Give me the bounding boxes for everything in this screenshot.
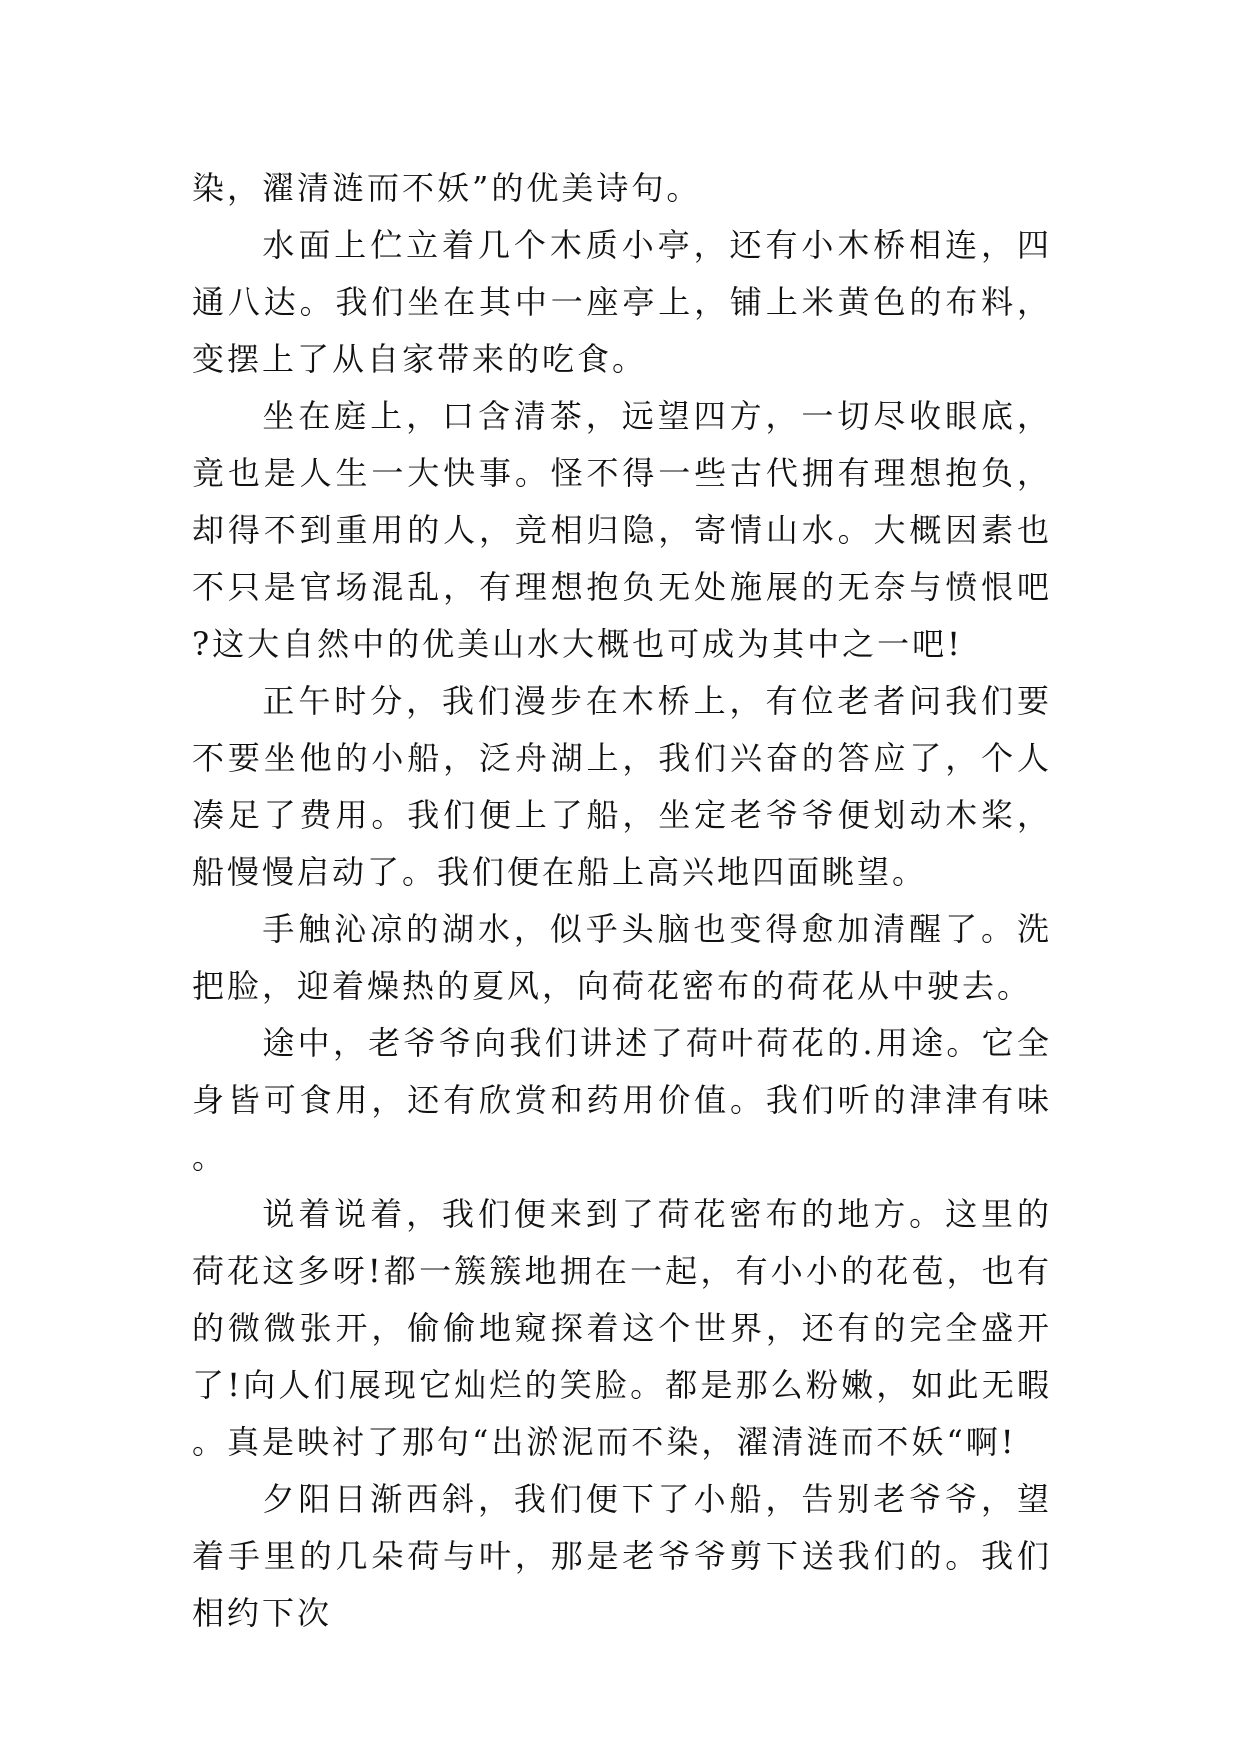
paragraph-3: 坐在庭上，口含清茶，远望四方，一切尽收眼底，竟也是人生一大快事。怪不得一些古代拥有理想抱负，却得不到重用的人，竞相归隐，寄情山水。大概因素也不只是官场混乱，有理想抱负无处施展的无奈与愤恨吧?这大自然中的优美山水大概也可成为其中之一吧!	[192, 397, 1052, 663]
paragraph-2: 水面上伫立着几个木质小亭，还有小木桥相连，四通八达。我们坐在其中一座亭上，铺上米黄色的布料，变摆上了从自家带来的吃食。	[192, 226, 1052, 378]
paragraph-6: 途中，老爷爷向我们讲述了荷叶荷花的.用途。它全身皆可食用，还有欣赏和药用价值。我们听的津津有味。	[192, 1024, 1052, 1176]
paragraph-8: 夕阳日渐西斜，我们便下了小船，告别老爷爷，望着手里的几朵荷与叶，那是老爷爷剪下送我们的。我们相约下次	[192, 1480, 1052, 1632]
paragraph-7: 说着说着，我们便来到了荷花密布的地方。这里的荷花这多呀!都一簇簇地拥在一起，有小小的花苞，也有的微微张开，偷偷地窥探着这个世界，还有的完全盛开了!向人们展现它灿烂的笑脸。都是那么粉嫩，如此无暇。真是映衬了那句“出淤泥而不染，濯清涟而不妖“啊!	[192, 1195, 1052, 1461]
essay-body	[192, 160, 1052, 1642]
paragraph-1: 染，濯清涟而不妖”的优美诗句。	[192, 169, 702, 207]
paragraph-5: 手触沁凉的湖水，似乎头脑也变得愈加清醒了。洗把脸，迎着燥热的夏风，向荷花密布的荷花从中驶去。	[192, 910, 1052, 1005]
paragraph-4: 正午时分，我们漫步在木桥上，有位老者问我们要不要坐他的小船，泛舟湖上，我们兴奋的答应了，个人凑足了费用。我们便上了船，坐定老爷爷便划动木桨，船慢慢启动了。我们便在船上高兴地四面眺望。	[192, 682, 1052, 891]
